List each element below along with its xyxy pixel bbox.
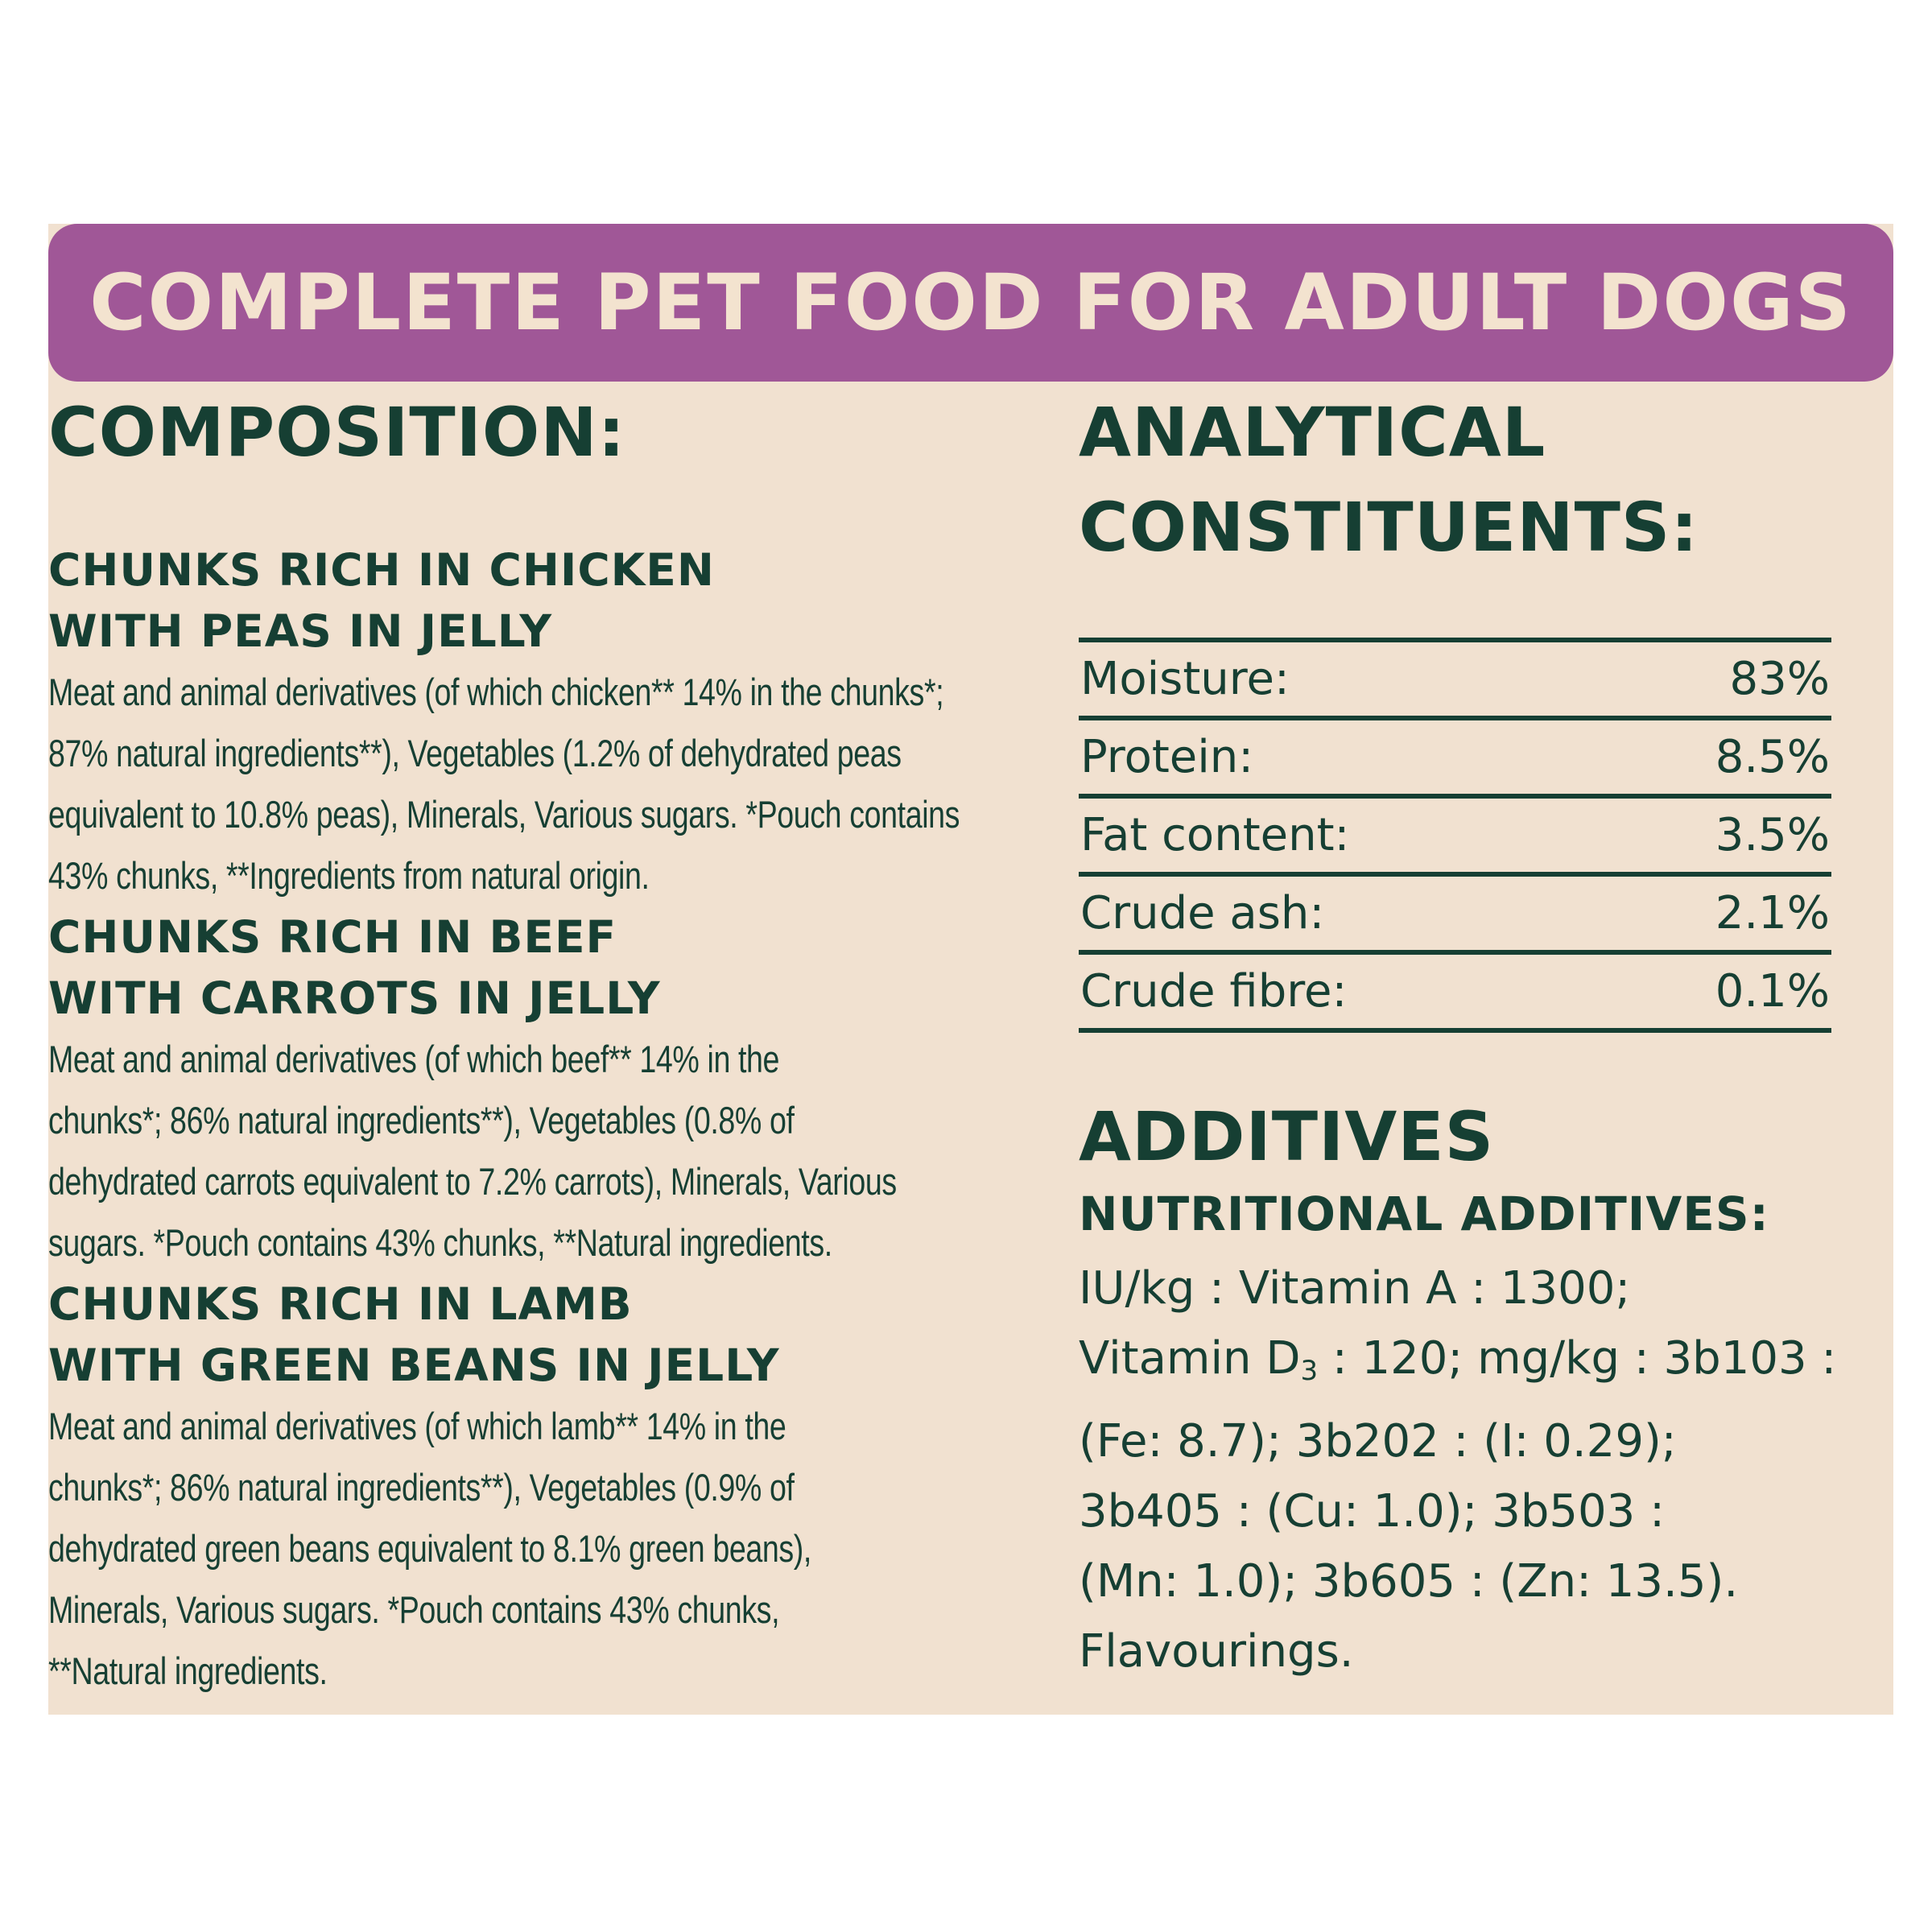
additives-text <box>1079 1253 1843 1686</box>
table-row <box>1079 877 1831 955</box>
section-text <box>48 1029 1087 1274</box>
analytical-title-line: CONSTITUENTS: <box>1079 488 1699 567</box>
section-heading: CHUNKS RICH IN BEEF <box>48 911 617 963</box>
section-beef <box>48 906 1071 1274</box>
banner-title: COMPLETE PET FOOD FOR ADULT DOGS <box>89 258 1852 348</box>
nutritional-additives-heading: NUTRITIONAL ADDITIVES: <box>1079 1187 1769 1241</box>
text-line: Meat and animal derivatives (of which beef** 14% in the <box>48 1038 780 1080</box>
text-line: 87% natural ingredients**), Vegetables (1.2% of dehydrated peas <box>48 732 902 774</box>
pet-food-label <box>48 224 1893 1715</box>
section-chicken <box>48 539 1071 906</box>
section-heading: CHUNKS RICH IN CHICKEN <box>48 544 715 596</box>
row-label: Protein: <box>1080 731 1254 783</box>
section-heading: WITH PEAS IN JELLY <box>48 605 553 657</box>
table-row <box>1079 720 1831 799</box>
analytical-title-line: ANALYTICAL <box>1079 393 1546 472</box>
header-banner <box>48 224 1893 382</box>
text-line: sugars. *Pouch contains 43% chunks, **Natural ingredients. <box>48 1221 832 1264</box>
section-text <box>48 662 1087 906</box>
section-text <box>48 1396 1087 1702</box>
text-line: 3b405 : (Cu: 1.0); 3b503 : <box>1079 1485 1665 1538</box>
section-heading: CHUNKS RICH IN LAMB <box>48 1278 633 1330</box>
row-value: 83% <box>1729 653 1830 705</box>
table-row <box>1079 642 1831 720</box>
section-lamb <box>48 1274 1071 1702</box>
text-line: dehydrated green beans equivalent to 8.1% green beans), <box>48 1527 811 1570</box>
section-heading: WITH GREEN BEANS IN JELLY <box>48 1340 780 1391</box>
text-line <box>1079 1323 1843 1406</box>
text-line: Meat and animal derivatives (of which lamb** 14% in the <box>48 1405 786 1447</box>
analytical-title <box>1079 385 1843 575</box>
row-label: Moisture: <box>1080 653 1290 705</box>
text-line: 43% chunks, **Ingredients from natural origin. <box>48 854 650 897</box>
text-line: Minerals, Various sugars. *Pouch contains 43% chunks, <box>48 1588 780 1631</box>
row-value: 2.1% <box>1715 887 1830 939</box>
text-line: Flavourings. <box>1079 1625 1354 1678</box>
row-value: 0.1% <box>1715 965 1830 1018</box>
row-label: Crude fibre: <box>1080 965 1348 1018</box>
text-line: Meat and animal derivatives (of which chicken** 14% in the chunks*; <box>48 671 944 713</box>
row-value: 8.5% <box>1715 731 1830 783</box>
text-line: equivalent to 10.8% peas), Minerals, Various sugars. *Pouch contains <box>48 793 960 836</box>
table-row <box>1079 799 1831 877</box>
row-label: Fat content: <box>1080 809 1350 861</box>
constituents-table <box>1079 638 1831 1033</box>
composition-title: COMPOSITION: <box>48 393 626 472</box>
row-label: Crude ash: <box>1080 887 1325 939</box>
text-line: IU/kg : Vitamin A : 1300; <box>1079 1262 1631 1315</box>
text-line: chunks*; 86% natural ingredients**), Vegetables (0.8% of <box>48 1099 795 1141</box>
text-line: chunks*; 86% natural ingredients**), Vegetables (0.9% of <box>48 1466 795 1509</box>
analytical-column <box>1079 385 1843 1686</box>
text-line: **Natural ingredients. <box>48 1649 328 1692</box>
text-fragment: Vitamin D <box>1079 1332 1301 1385</box>
row-value: 3.5% <box>1715 809 1830 861</box>
composition-column <box>48 385 1071 1702</box>
text-fragment: : 120; mg/kg : 3b103 : <box>1318 1332 1837 1385</box>
subscript: 3 <box>1300 1355 1319 1387</box>
text-line: (Mn: 1.0); 3b605 : (Zn: 13.5). <box>1079 1555 1739 1608</box>
text-line: (Fe: 8.7); 3b202 : (I: 0.29); <box>1079 1415 1677 1468</box>
text-line: dehydrated carrots equivalent to 7.2% carrots), Minerals, Various <box>48 1160 897 1203</box>
additives-title: ADDITIVES <box>1079 1097 1495 1176</box>
section-heading: WITH CARROTS IN JELLY <box>48 972 661 1024</box>
table-row <box>1079 955 1831 1033</box>
